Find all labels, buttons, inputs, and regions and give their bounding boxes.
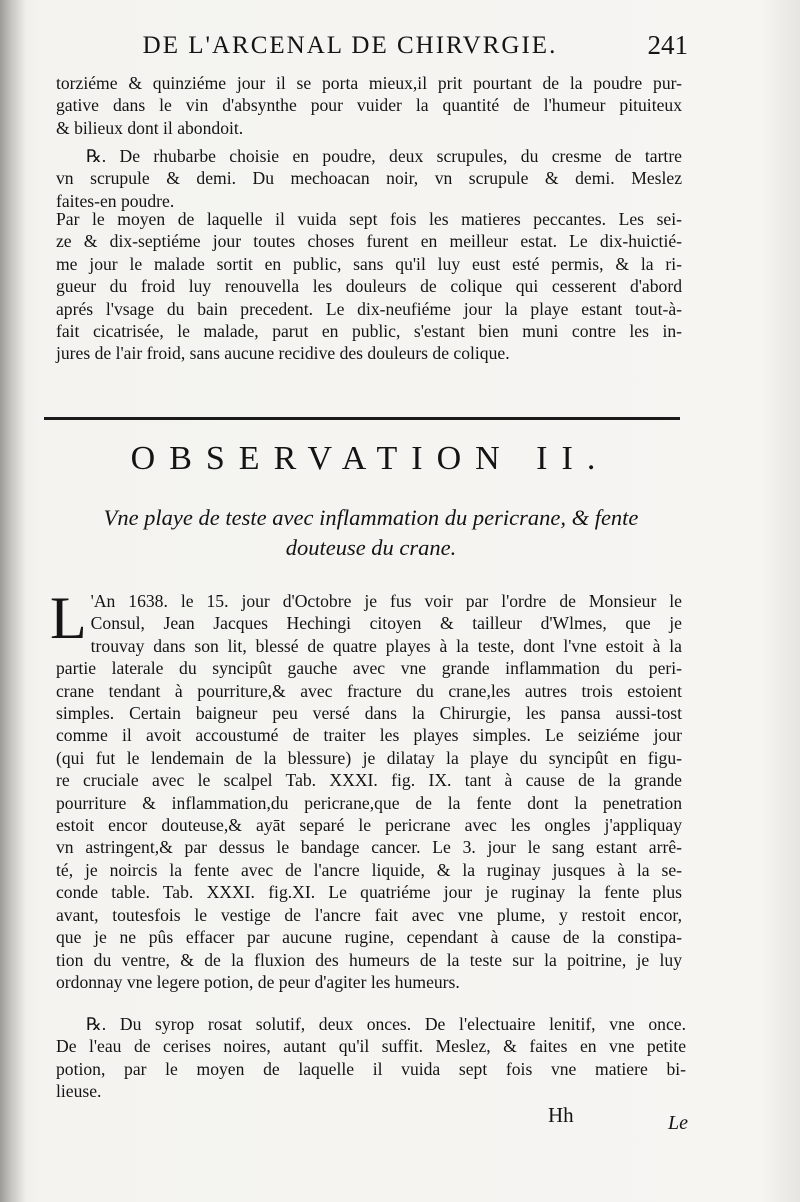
signature-mark: Hh bbox=[548, 1103, 574, 1127]
section-divider bbox=[44, 417, 680, 420]
subtitle-line: Vne playe de teste avec inflammation du pericrane, & fente bbox=[103, 505, 639, 530]
text-line: faites-en poudre. bbox=[56, 190, 175, 211]
text-line: jures de l'air froid, sans aucune recidive des douleurs de colique. bbox=[56, 343, 510, 364]
observation-subtitle bbox=[56, 503, 686, 563]
observation-heading: OBSERVATION II. bbox=[130, 440, 610, 477]
page-number: 241 bbox=[647, 30, 688, 60]
text-line: fait cicatrisée, le malade, parut en public, s'estant bien muni contre les in- bbox=[56, 321, 682, 342]
recipe-rhubarbe bbox=[56, 145, 682, 212]
catchword: Le bbox=[668, 1112, 688, 1134]
text-line: Par le moyen de laquelle il vuida sept fois les matieres peccantes. Les sei- bbox=[56, 209, 682, 229]
text-line: gueur du froid luy renouvella les douleurs de colique qui cesserent d'abord bbox=[56, 276, 682, 297]
text-line: aprés l'vsage du bain precedent. Le dix-neufiéme jour la playe estant tout-à- bbox=[56, 298, 682, 319]
text-line: gative dans le vin d'absynthe pour vuider la quantité de l'humeur pituiteux bbox=[56, 95, 682, 116]
recipe-syrop bbox=[56, 1013, 686, 1103]
text-line: 'An 1638. le 15. jour d'Octobre je fus voir par l'ordre de Monsieur le bbox=[90, 591, 682, 611]
text-line: trouvay dans son lit, blessé de quatre playes à la teste, dont l'vne estoit à la bbox=[90, 635, 682, 656]
text-line: & bilieux dont il abondoit. bbox=[56, 117, 244, 138]
text-line: vn scrupule & demi. Du mechoacan noir, vn scrupule & demi. Meslez bbox=[56, 168, 682, 189]
text-line: potion, par le moyen de laquelle il vuida sept fois vne matiere bi- bbox=[56, 1058, 686, 1079]
text-line: tion du ventre, & de la fluxion des humeurs de la teste sur la poitrine, je luy bbox=[56, 949, 682, 970]
binding-shadow bbox=[0, 0, 26, 1202]
text-line: vn astringent,& par dessus le bandage cancer. Le 3. jour le sang estant arrê- bbox=[56, 837, 682, 858]
drop-cap: L bbox=[50, 585, 87, 651]
text-line: conde table. Tab. XXXI. fig.XI. Le quatriéme jour je ruginay la fente plus bbox=[56, 882, 682, 903]
text-line: (qui fut le lendemain de la blessure) je dilatay la playe du syncipût en figu- bbox=[56, 747, 682, 768]
text-line: me jour le malade sortit en public, sans qu'il luy eust esté permis, & la ri- bbox=[56, 253, 682, 274]
text-line: De l'eau de cerises noires, autant qu'il suffit. Meslez, & faites en vne petite bbox=[56, 1036, 686, 1057]
running-title: DE L'ARCENAL DE CHIRVRGIE. bbox=[142, 32, 558, 59]
text-line: partie laterale du syncipût gauche avec vne grande inflammation du peri- bbox=[56, 658, 682, 679]
text-line: crane tendant à pourriture,& avec fracture du crane,les autres trois estoient bbox=[56, 680, 682, 701]
text-line: estoit encor douteuse,& ayāt separé le pericrane avec les ongles j'appliquay bbox=[56, 815, 682, 836]
text-line: avant, toutesfois le vestige de l'ancre fait avec vne plume, y restoit encor, bbox=[56, 904, 682, 925]
subtitle-line: douteuse du crane. bbox=[285, 535, 457, 560]
paragraph-recovery bbox=[56, 208, 682, 365]
text-line: ze & dix-septiéme jour toutes choses furent en meilleur estat. Le dix-huictié- bbox=[56, 231, 682, 252]
paragraph-continuation bbox=[56, 72, 682, 139]
text-line: pourriture & inflammation,du pericrane,que de la fente dont la penetration bbox=[56, 792, 682, 813]
text-line: té, je noircis la fente avec de l'ancre liquide, & la ruginay jusques à la se- bbox=[56, 859, 682, 880]
text-line: ℞. De rhubarbe choisie en poudre, deux scrupules, du cresme de tartre bbox=[86, 146, 682, 166]
text-line: ℞. Du syrop rosat solutif, deux onces. De l'electuaire lenitif, vne once. bbox=[86, 1014, 686, 1034]
text-line: Consul, Jean Jacques Hechingi citoyen & tailleur d'Wlmes, que je bbox=[90, 613, 682, 634]
text-line: comme il avoit accoustumé de traiter les playes simples. Le seiziéme jour bbox=[56, 725, 682, 746]
text-line: simples. Certain baigneur peu versé dans la Chirurgie, les pansa aussi-tost bbox=[56, 703, 682, 724]
text-line: ordonnay vne legere potion, de peur d'agiter les humeurs. bbox=[56, 971, 460, 992]
text-line: lieuse. bbox=[56, 1081, 102, 1102]
observation-body bbox=[50, 585, 682, 993]
text-line: re cruciale avec le scalpel Tab. XXXI. fig. IX. tant à cause de la grande bbox=[56, 770, 682, 791]
text-line: torziéme & quinziéme jour il se porta mieux,il prit pourtant de la poudre pur- bbox=[56, 73, 682, 93]
text-line: que je ne pûs effacer par aucune rugine, cependant à cause de la constipa- bbox=[56, 927, 682, 948]
